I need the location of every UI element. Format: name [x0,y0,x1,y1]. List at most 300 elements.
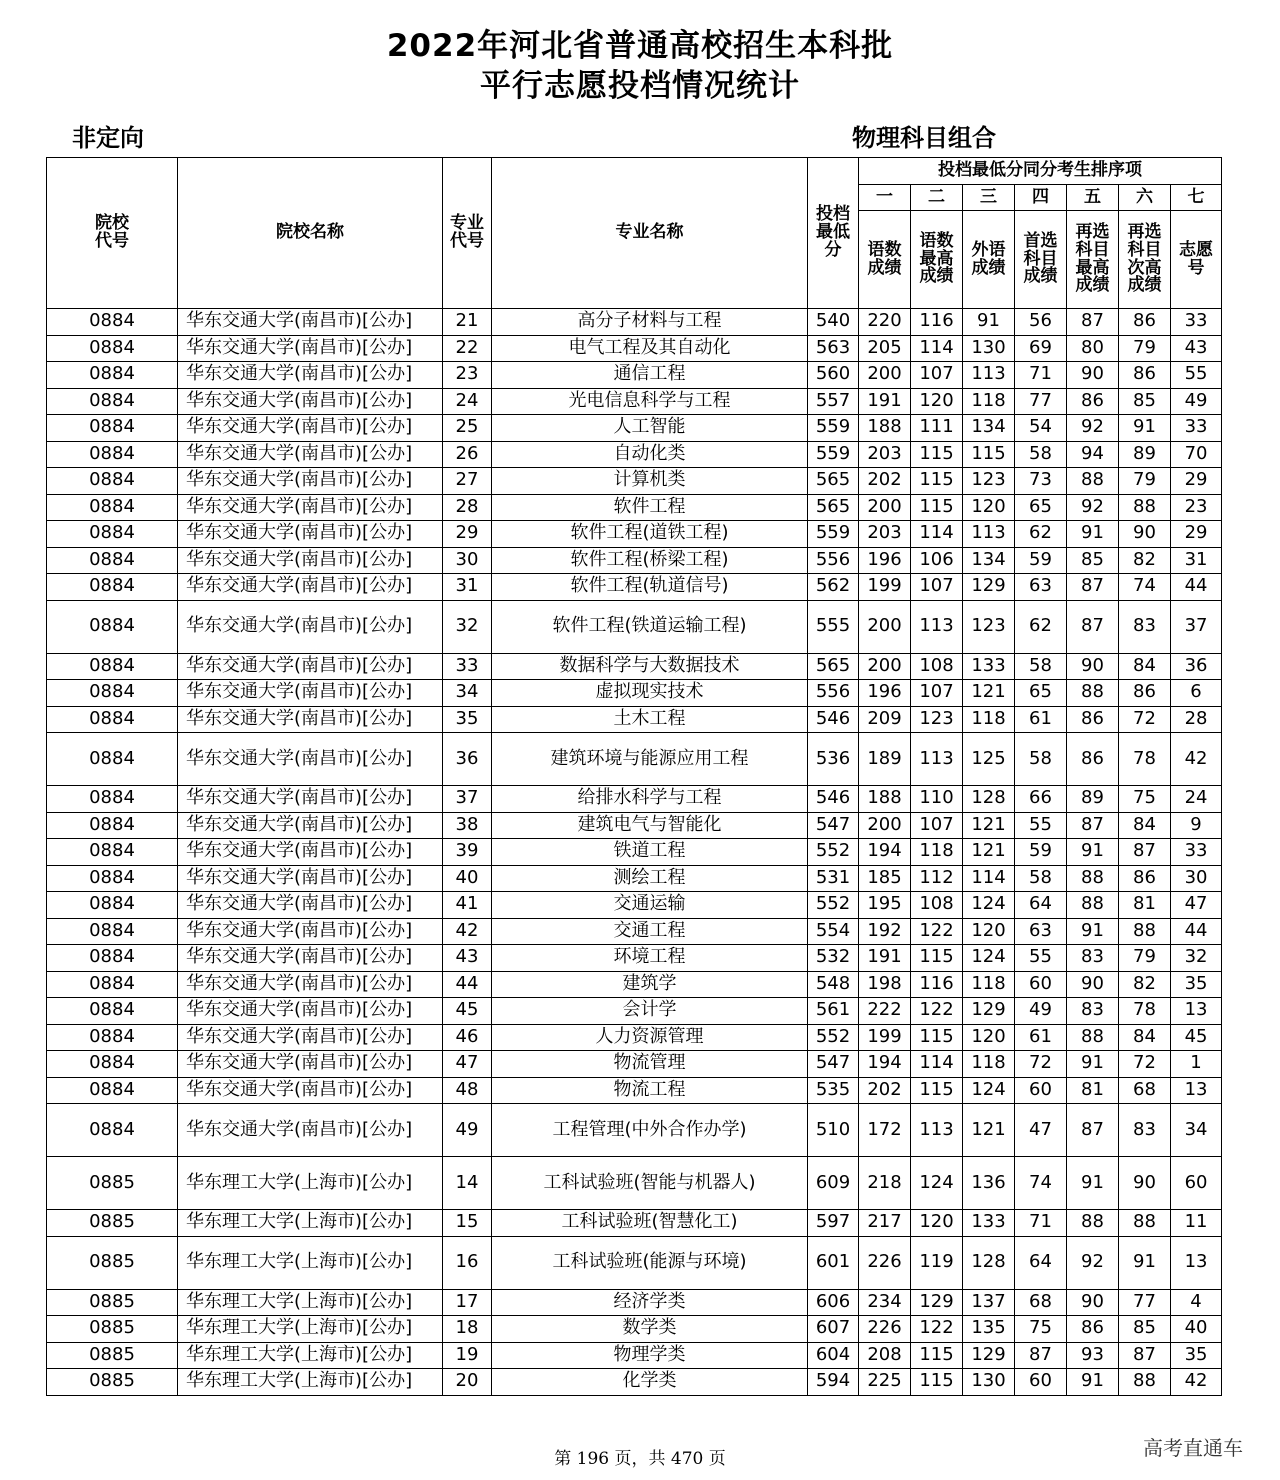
cell-min-score: 565 [808,653,859,680]
table-row [47,839,1222,866]
cell-preference-no: 4 [1171,1289,1222,1316]
cell-score-3: 129 [963,998,1015,1025]
cell-score-6: 83 [1119,1104,1171,1157]
cell-score-2: 115 [911,441,963,468]
cell-school-code: 0884 [47,812,178,839]
cell-school-name: 华东交通大学(南昌市)[公办] [178,1104,443,1157]
cell-score-2: 108 [911,653,963,680]
cell-score-5: 87 [1067,600,1119,653]
cell-major-code: 24 [443,388,492,415]
cell-school-code: 0885 [47,1289,178,1316]
cell-score-4: 71 [1015,1210,1067,1237]
cell-score-2: 114 [911,1051,963,1078]
cell-school-code: 0885 [47,1369,178,1396]
cell-school-code: 0884 [47,335,178,362]
cell-school-name: 华东交通大学(南昌市)[公办] [178,415,443,442]
cell-major-name: 经济学类 [492,1289,808,1316]
cell-score-2: 107 [911,812,963,839]
cell-score-5: 90 [1067,1289,1119,1316]
table-row [47,945,1222,972]
cell-score-6: 90 [1119,521,1171,548]
cell-score-3: 129 [963,1342,1015,1369]
cell-score-3: 121 [963,680,1015,707]
cell-score-1: 226 [859,1236,911,1289]
cell-score-5: 92 [1067,494,1119,521]
cell-school-code: 0884 [47,786,178,813]
cell-school-name: 华东交通大学(南昌市)[公办] [178,388,443,415]
cell-min-score: 565 [808,494,859,521]
header-tie-break-group: 投档最低分同分考生排序项 [859,158,1222,185]
cell-score-3: 130 [963,335,1015,362]
category-label: 非定向 [72,124,144,152]
cell-min-score: 563 [808,335,859,362]
cell-school-code: 0884 [47,468,178,495]
cell-school-name: 华东交通大学(南昌市)[公办] [178,309,443,336]
cell-major-code: 20 [443,1369,492,1396]
cell-score-1: 218 [859,1157,911,1210]
cell-school-code: 0884 [47,574,178,601]
cell-score-3: 130 [963,1369,1015,1396]
cell-score-4: 60 [1015,1369,1067,1396]
table-row [47,1342,1222,1369]
cell-score-3: 123 [963,468,1015,495]
cell-school-code: 0884 [47,680,178,707]
cell-school-name: 华东交通大学(南昌市)[公办] [178,680,443,707]
cell-min-score: 562 [808,574,859,601]
cell-score-5: 83 [1067,945,1119,972]
header-min-score: 投档最低分 [808,158,859,309]
cell-score-6: 78 [1119,998,1171,1025]
cell-score-3: 114 [963,865,1015,892]
cell-preference-no: 33 [1171,415,1222,442]
cell-min-score: 560 [808,362,859,389]
cell-score-4: 63 [1015,918,1067,945]
cell-school-name: 华东交通大学(南昌市)[公办] [178,865,443,892]
cell-preference-no: 37 [1171,600,1222,653]
cell-major-code: 42 [443,918,492,945]
cell-score-5: 92 [1067,415,1119,442]
cell-school-name: 华东理工大学(上海市)[公办] [178,1369,443,1396]
cell-preference-no: 60 [1171,1157,1222,1210]
cell-min-score: 604 [808,1342,859,1369]
cell-major-name: 土木工程 [492,706,808,733]
cell-major-code: 47 [443,1051,492,1078]
cell-school-code: 0884 [47,441,178,468]
cell-score-2: 111 [911,415,963,442]
cell-score-2: 115 [911,1024,963,1051]
cell-score-5: 86 [1067,706,1119,733]
cell-score-2: 120 [911,1210,963,1237]
cell-score-4: 55 [1015,812,1067,839]
cell-score-6: 84 [1119,653,1171,680]
cell-score-2: 115 [911,1077,963,1104]
cell-score-2: 113 [911,1104,963,1157]
cell-score-6: 85 [1119,388,1171,415]
cell-score-1: 220 [859,309,911,336]
cell-score-2: 108 [911,892,963,919]
cell-major-name: 化学类 [492,1369,808,1396]
cell-major-name: 工程管理(中外合作办学) [492,1104,808,1157]
cell-school-name: 华东交通大学(南昌市)[公办] [178,1024,443,1051]
cell-school-code: 0884 [47,865,178,892]
cell-score-4: 61 [1015,706,1067,733]
cell-score-3: 137 [963,1289,1015,1316]
cell-score-1: 234 [859,1289,911,1316]
cell-score-1: 172 [859,1104,911,1157]
cell-school-name: 华东交通大学(南昌市)[公办] [178,335,443,362]
table-row [47,574,1222,601]
cell-score-4: 60 [1015,1077,1067,1104]
cell-score-4: 71 [1015,362,1067,389]
header-rank-3: 三 [963,185,1015,211]
cell-major-name: 自动化类 [492,441,808,468]
header-rank-6: 六 [1119,185,1171,211]
header-school-code: 院校代号 [47,158,178,309]
watermark: 高考直通车 [1143,1436,1243,1460]
cell-school-code: 0884 [47,733,178,786]
cell-preference-no: 55 [1171,362,1222,389]
cell-score-5: 86 [1067,388,1119,415]
cell-score-1: 205 [859,335,911,362]
cell-school-code: 0885 [47,1342,178,1369]
table-row [47,335,1222,362]
cell-score-3: 120 [963,1024,1015,1051]
cell-preference-no: 32 [1171,945,1222,972]
cell-score-6: 82 [1119,547,1171,574]
cell-major-code: 16 [443,1236,492,1289]
cell-score-1: 198 [859,971,911,998]
cell-score-2: 107 [911,362,963,389]
cell-school-code: 0885 [47,1157,178,1210]
cell-score-6: 74 [1119,574,1171,601]
header-school-name: 院校名称 [178,158,443,309]
cell-score-4: 74 [1015,1157,1067,1210]
cell-preference-no: 49 [1171,388,1222,415]
cell-school-code: 0884 [47,945,178,972]
cell-score-4: 58 [1015,441,1067,468]
cell-score-5: 81 [1067,1077,1119,1104]
cell-score-6: 86 [1119,309,1171,336]
table-row [47,468,1222,495]
cell-school-name: 华东交通大学(南昌市)[公办] [178,892,443,919]
cell-score-4: 62 [1015,600,1067,653]
cell-score-5: 89 [1067,786,1119,813]
cell-score-1: 222 [859,998,911,1025]
cell-school-code: 0884 [47,971,178,998]
cell-min-score: 561 [808,998,859,1025]
cell-major-name: 高分子材料与工程 [492,309,808,336]
cell-score-1: 189 [859,733,911,786]
cell-score-5: 83 [1067,998,1119,1025]
cell-major-name: 会计学 [492,998,808,1025]
cell-score-2: 115 [911,1342,963,1369]
cell-score-4: 69 [1015,335,1067,362]
cell-major-name: 软件工程(铁道运输工程) [492,600,808,653]
cell-major-code: 36 [443,733,492,786]
header-sort-item-7: 志愿号 [1171,211,1222,309]
table-row [47,892,1222,919]
cell-score-2: 114 [911,521,963,548]
cell-score-6: 87 [1119,839,1171,866]
cell-score-4: 59 [1015,839,1067,866]
cell-score-2: 115 [911,1369,963,1396]
cell-preference-no: 13 [1171,1077,1222,1104]
header-sort-item-1: 语数成绩 [859,211,911,309]
cell-major-name: 软件工程(道铁工程) [492,521,808,548]
cell-preference-no: 9 [1171,812,1222,839]
cell-score-3: 124 [963,892,1015,919]
header-major-name: 专业名称 [492,158,808,309]
cell-major-code: 21 [443,309,492,336]
cell-score-4: 56 [1015,309,1067,336]
cell-min-score: 552 [808,892,859,919]
cell-score-1: 194 [859,839,911,866]
cell-school-code: 0885 [47,1210,178,1237]
cell-major-name: 虚拟现实技术 [492,680,808,707]
cell-major-name: 给排水科学与工程 [492,786,808,813]
cell-school-name: 华东理工大学(上海市)[公办] [178,1210,443,1237]
cell-school-code: 0884 [47,415,178,442]
cell-min-score: 532 [808,945,859,972]
cell-major-code: 45 [443,998,492,1025]
header-major-code: 专业代号 [443,158,492,309]
header-sort-item-2: 语数最高成绩 [911,211,963,309]
cell-score-1: 188 [859,786,911,813]
cell-preference-no: 6 [1171,680,1222,707]
cell-min-score: 556 [808,680,859,707]
cell-score-6: 91 [1119,1236,1171,1289]
cell-min-score: 609 [808,1157,859,1210]
header-sort-item-3: 外语成绩 [963,211,1015,309]
cell-score-3: 135 [963,1316,1015,1343]
table-row [47,1289,1222,1316]
cell-score-3: 134 [963,547,1015,574]
table-row [47,1316,1222,1343]
cell-score-5: 86 [1067,1316,1119,1343]
cell-major-code: 26 [443,441,492,468]
cell-score-2: 115 [911,494,963,521]
cell-min-score: 510 [808,1104,859,1157]
cell-school-name: 华东交通大学(南昌市)[公办] [178,547,443,574]
cell-min-score: 556 [808,547,859,574]
cell-score-5: 91 [1067,918,1119,945]
cell-score-3: 136 [963,1157,1015,1210]
cell-score-1: 202 [859,1077,911,1104]
cell-score-4: 87 [1015,1342,1067,1369]
cell-preference-no: 42 [1171,1369,1222,1396]
table-row [47,1051,1222,1078]
table-row [47,494,1222,521]
cell-major-code: 49 [443,1104,492,1157]
cell-score-6: 86 [1119,362,1171,389]
cell-score-5: 88 [1067,892,1119,919]
page-title-line1: 2022年河北省普通高校招生本科批 [386,28,894,64]
cell-score-3: 124 [963,945,1015,972]
cell-score-1: 196 [859,547,911,574]
cell-score-1: 209 [859,706,911,733]
cell-score-6: 81 [1119,892,1171,919]
cell-preference-no: 29 [1171,521,1222,548]
table-row [47,812,1222,839]
cell-major-name: 交通工程 [492,918,808,945]
cell-score-6: 72 [1119,1051,1171,1078]
cell-score-4: 65 [1015,494,1067,521]
cell-school-code: 0884 [47,918,178,945]
table-row [47,388,1222,415]
cell-major-code: 22 [443,335,492,362]
cell-major-code: 33 [443,653,492,680]
cell-school-code: 0884 [47,998,178,1025]
cell-major-code: 18 [443,1316,492,1343]
cell-score-5: 91 [1067,1051,1119,1078]
cell-major-code: 17 [443,1289,492,1316]
cell-major-name: 环境工程 [492,945,808,972]
cell-school-name: 华东交通大学(南昌市)[公办] [178,812,443,839]
header-rank-5: 五 [1067,185,1119,211]
cell-score-5: 91 [1067,839,1119,866]
cell-score-6: 85 [1119,1316,1171,1343]
cell-school-code: 0885 [47,1316,178,1343]
cell-score-6: 90 [1119,1157,1171,1210]
cell-min-score: 536 [808,733,859,786]
cell-score-5: 92 [1067,1236,1119,1289]
table-row [47,441,1222,468]
cell-major-code: 15 [443,1210,492,1237]
cell-major-name: 物流工程 [492,1077,808,1104]
cell-score-1: 185 [859,865,911,892]
cell-major-code: 37 [443,786,492,813]
table-row [47,1236,1222,1289]
cell-score-6: 83 [1119,600,1171,653]
cell-score-6: 88 [1119,1210,1171,1237]
cell-score-3: 121 [963,812,1015,839]
cell-score-2: 113 [911,733,963,786]
cell-score-5: 88 [1067,680,1119,707]
cell-major-name: 交通运输 [492,892,808,919]
table-row [47,547,1222,574]
cell-score-6: 79 [1119,468,1171,495]
cell-major-code: 19 [443,1342,492,1369]
cell-score-2: 122 [911,998,963,1025]
cell-score-6: 91 [1119,415,1171,442]
table-row [47,309,1222,336]
cell-score-2: 115 [911,945,963,972]
cell-score-4: 47 [1015,1104,1067,1157]
cell-score-6: 68 [1119,1077,1171,1104]
cell-major-name: 计算机类 [492,468,808,495]
cell-score-5: 87 [1067,309,1119,336]
cell-score-1: 194 [859,1051,911,1078]
cell-major-code: 38 [443,812,492,839]
cell-major-code: 35 [443,706,492,733]
page-footer: 第 196 页，共 470 页 [554,1449,726,1469]
cell-score-5: 94 [1067,441,1119,468]
cell-major-code: 14 [443,1157,492,1210]
cell-min-score: 531 [808,865,859,892]
table-row [47,971,1222,998]
cell-school-name: 华东交通大学(南昌市)[公办] [178,786,443,813]
cell-major-code: 28 [443,494,492,521]
cell-score-3: 121 [963,1104,1015,1157]
cell-score-4: 58 [1015,733,1067,786]
cell-score-4: 54 [1015,415,1067,442]
cell-major-name: 人工智能 [492,415,808,442]
cell-score-1: 208 [859,1342,911,1369]
cell-school-name: 华东交通大学(南昌市)[公办] [178,1077,443,1104]
cell-score-6: 88 [1119,1369,1171,1396]
cell-score-5: 88 [1067,865,1119,892]
cell-school-code: 0884 [47,1024,178,1051]
cell-min-score: 606 [808,1289,859,1316]
cell-score-6: 84 [1119,812,1171,839]
cell-major-name: 软件工程(桥梁工程) [492,547,808,574]
cell-school-name: 华东交通大学(南昌市)[公办] [178,1051,443,1078]
cell-score-4: 62 [1015,521,1067,548]
cell-score-1: 200 [859,600,911,653]
cell-score-6: 78 [1119,733,1171,786]
cell-score-2: 119 [911,1236,963,1289]
cell-preference-no: 33 [1171,839,1222,866]
cell-score-6: 86 [1119,865,1171,892]
cell-score-5: 87 [1067,574,1119,601]
cell-min-score: 547 [808,1051,859,1078]
cell-school-name: 华东交通大学(南昌市)[公办] [178,441,443,468]
cell-score-3: 118 [963,706,1015,733]
cell-score-2: 120 [911,388,963,415]
cell-major-code: 31 [443,574,492,601]
cell-preference-no: 30 [1171,865,1222,892]
cell-score-5: 93 [1067,1342,1119,1369]
cell-score-6: 75 [1119,786,1171,813]
cell-preference-no: 35 [1171,971,1222,998]
cell-min-score: 546 [808,786,859,813]
cell-min-score: 548 [808,971,859,998]
cell-preference-no: 35 [1171,1342,1222,1369]
table-row [47,918,1222,945]
cell-score-2: 107 [911,574,963,601]
cell-min-score: 601 [808,1236,859,1289]
cell-score-1: 200 [859,494,911,521]
cell-score-4: 58 [1015,653,1067,680]
cell-score-2: 116 [911,971,963,998]
cell-score-2: 122 [911,918,963,945]
cell-school-name: 华东理工大学(上海市)[公办] [178,1342,443,1369]
table-row [47,1024,1222,1051]
cell-preference-no: 33 [1171,309,1222,336]
cell-school-name: 华东理工大学(上海市)[公办] [178,1157,443,1210]
cell-score-4: 73 [1015,468,1067,495]
cell-score-1: 202 [859,468,911,495]
cell-score-5: 87 [1067,812,1119,839]
cell-score-4: 72 [1015,1051,1067,1078]
cell-preference-no: 34 [1171,1104,1222,1157]
cell-min-score: 540 [808,309,859,336]
cell-min-score: 546 [808,706,859,733]
cell-preference-no: 44 [1171,918,1222,945]
cell-score-3: 128 [963,1236,1015,1289]
cell-score-6: 86 [1119,680,1171,707]
cell-min-score: 559 [808,415,859,442]
cell-score-5: 90 [1067,362,1119,389]
cell-major-code: 27 [443,468,492,495]
cell-score-4: 55 [1015,945,1067,972]
cell-score-3: 123 [963,600,1015,653]
cell-score-6: 72 [1119,706,1171,733]
cell-school-name: 华东交通大学(南昌市)[公办] [178,468,443,495]
cell-school-code: 0884 [47,547,178,574]
cell-school-name: 华东交通大学(南昌市)[公办] [178,521,443,548]
cell-major-code: 48 [443,1077,492,1104]
